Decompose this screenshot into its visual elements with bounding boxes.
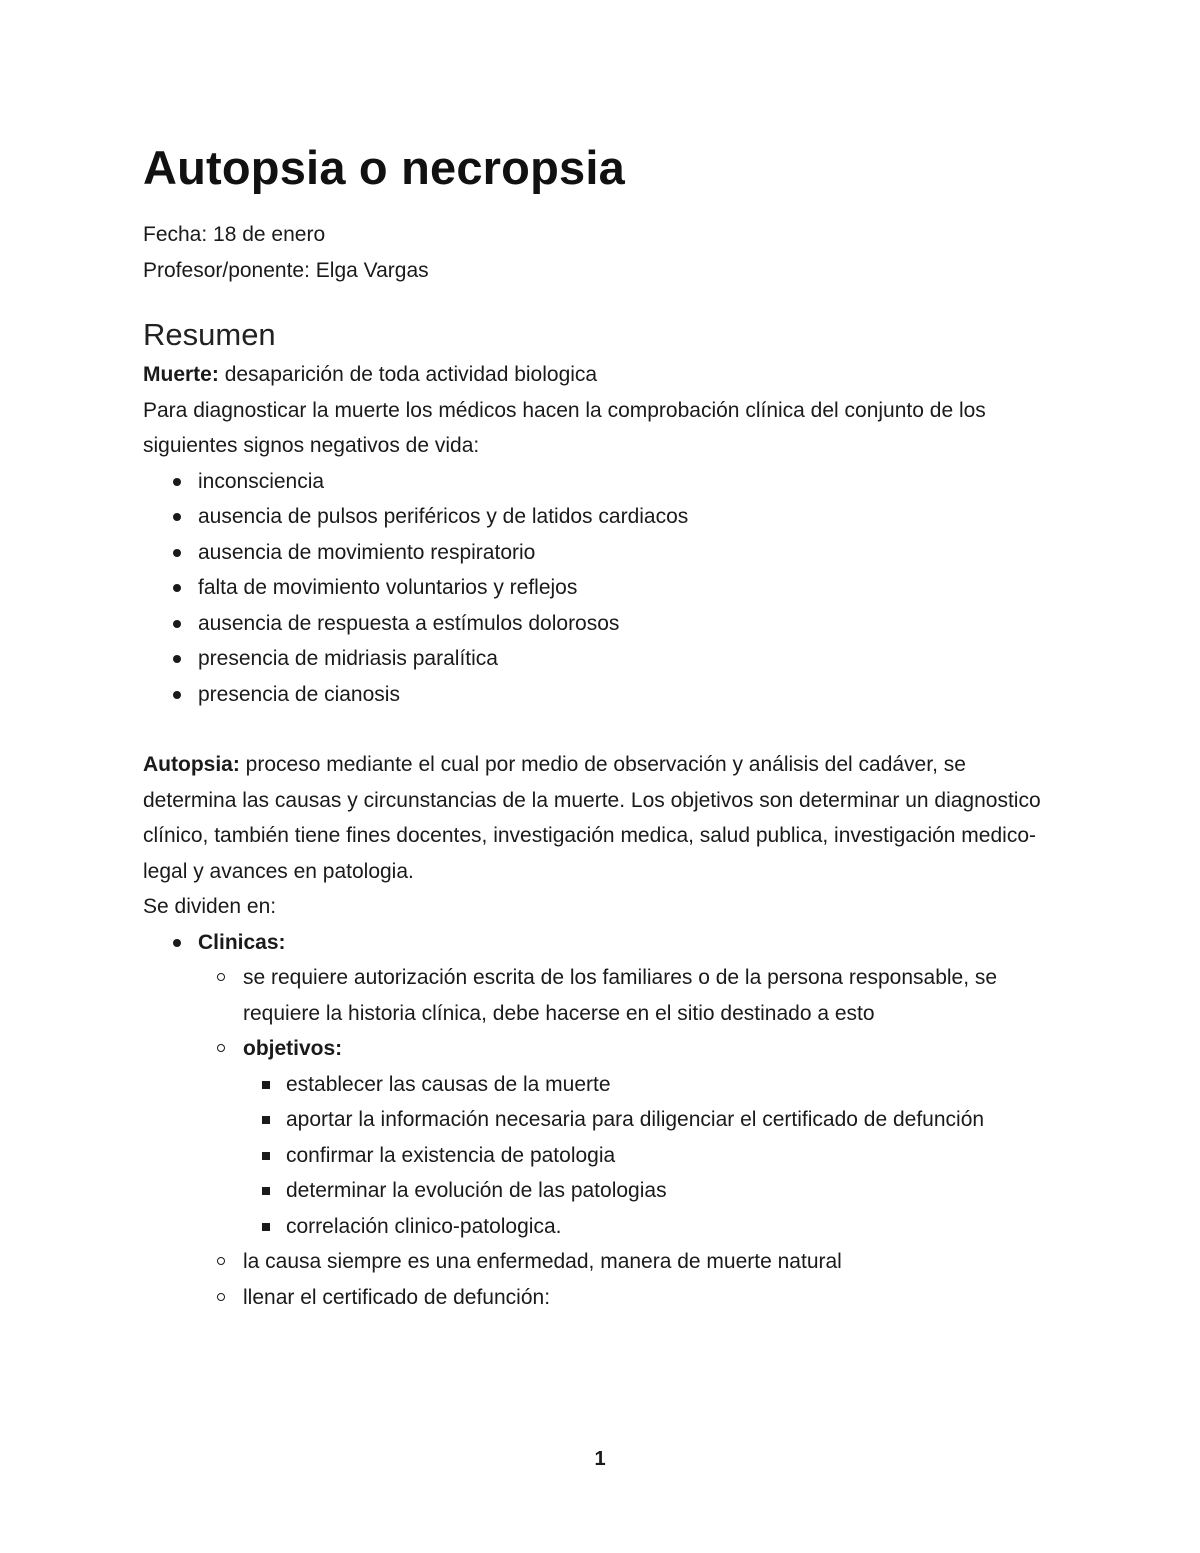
list-item: ausencia de respuesta a estímulos dolorosos xyxy=(143,606,1063,642)
presenter-label: Profesor/ponente: xyxy=(143,259,310,282)
diagnostico-intro: Para diagnosticar la muerte los médicos hacen la comprobación clínica del conjunto de los siguientes signos negativos de vida: xyxy=(143,398,986,457)
list-item: presencia de midriasis paralítica xyxy=(143,641,1063,677)
list-item: aportar la información necesaria para diligenciar el certificado de defunción xyxy=(243,1102,1063,1138)
list-item: presencia de cianosis xyxy=(143,677,1063,713)
autopsia-text: proceso mediante el cual por medio de observación y análisis del cadáver, se determina las causas y circunstancias de la muerte. Los objetivos son determinar un diagnostico clínico, también tiene fines docentes, investigación medica, salud publica, investigación medico-legal y avances en patologia. xyxy=(143,753,1041,883)
metadata-block xyxy=(143,217,1063,289)
list-item: establecer las causas de la muerte xyxy=(243,1067,1063,1103)
clinicas-sublist xyxy=(198,960,1063,1315)
list-item: confirmar la existencia de patologia xyxy=(243,1138,1063,1174)
tipos-list xyxy=(143,925,1063,1316)
page-title: Autopsia o necropsia xyxy=(143,141,625,194)
date-line xyxy=(143,217,1063,253)
list-item: falta de movimiento voluntarios y reflejos xyxy=(143,570,1063,606)
list-item-clinicas xyxy=(143,925,1063,1316)
objetivos-label: objetivos: xyxy=(243,1037,343,1060)
section-heading-resumen: Resumen xyxy=(143,317,276,352)
list-item: llenar el certificado de defunción: xyxy=(198,1280,1063,1316)
muerte-term: Muerte: xyxy=(143,363,219,386)
list-item: determinar la evolución de las patologias xyxy=(243,1173,1063,1209)
muerte-text: desaparición de toda actividad biologica xyxy=(224,363,598,386)
date-value: 18 de enero xyxy=(213,223,326,246)
autopsia-definition xyxy=(143,747,1063,889)
presenter-line xyxy=(143,253,1063,289)
clinicas-label: Clinicas: xyxy=(198,930,286,954)
document-page xyxy=(143,140,1063,1315)
list-item: la causa siempre es una enfermedad, manera de muerte natural xyxy=(198,1244,1063,1280)
autopsia-term: Autopsia: xyxy=(143,753,240,776)
list-item-objetivos xyxy=(198,1031,1063,1244)
page-number: 1 xyxy=(594,1448,606,1470)
objetivos-list xyxy=(243,1067,1063,1245)
signos-list xyxy=(143,464,1063,713)
list-item: inconsciencia xyxy=(143,464,1063,500)
list-item: correlación clinico-patologica. xyxy=(243,1209,1063,1245)
se-dividen-text: Se dividen en: xyxy=(143,895,277,918)
list-item: ausencia de pulsos periféricos y de latidos cardiacos xyxy=(143,499,1063,535)
spacer xyxy=(143,712,1063,747)
list-item: se requiere autorización escrita de los familiares o de la persona responsable, se requiere la historia clínica, debe hacerse en el sitio destinado a esto xyxy=(198,960,1063,1031)
muerte-definition xyxy=(143,357,1063,393)
presenter-value: Elga Vargas xyxy=(315,259,429,282)
date-label: Fecha: xyxy=(143,223,208,246)
list-item: ausencia de movimiento respiratorio xyxy=(143,535,1063,571)
